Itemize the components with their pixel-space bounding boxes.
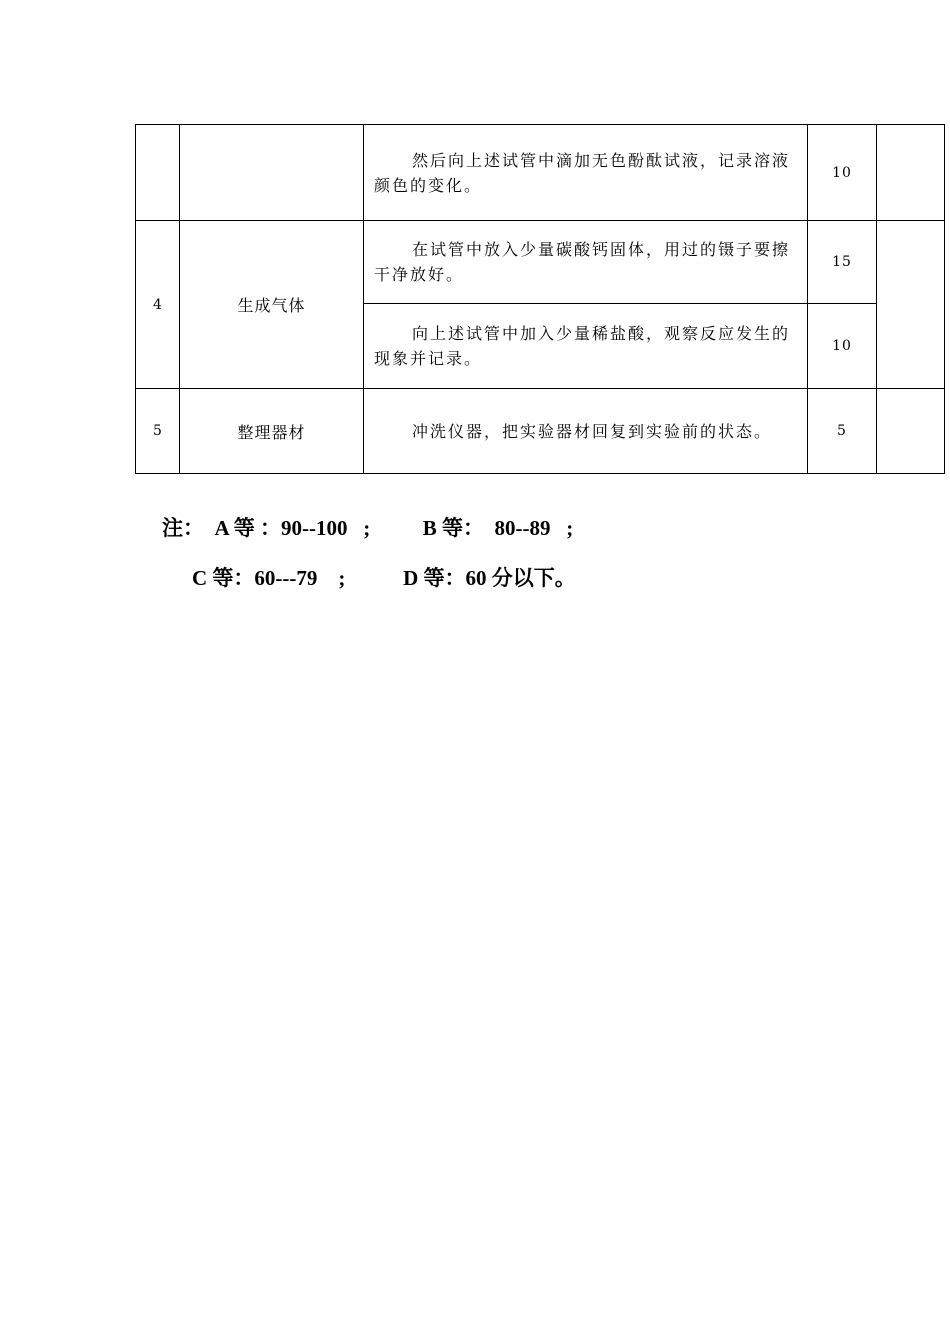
grade-note-line-1: 注： A 等 ：90--100 ; B 等： 80--89 ;: [162, 516, 574, 540]
blank-cell: [877, 125, 945, 221]
item-number: 5: [136, 389, 180, 474]
table-row: [136, 221, 945, 304]
item-description: [364, 304, 808, 389]
item-name: 整理器材: [180, 389, 364, 474]
table-row: [136, 125, 945, 221]
description-text: 冲洗仪器，把实验器材回复到实验前的状态。: [412, 421, 773, 441]
description-text: 在试管中放入少量碳酸钙固体，用过的镊子要擦干净放好。: [374, 240, 791, 284]
item-description: [364, 221, 808, 304]
item-score: 10: [808, 304, 877, 389]
grade-note-line-2: C 等：60---79 ; D 等：60 分以下。: [192, 566, 576, 590]
item-score: 5: [808, 389, 877, 474]
item-score: 10: [808, 125, 877, 221]
description-text: 向上述试管中加入少量稀盐酸，观察反应发生的现象并记录。: [374, 324, 791, 368]
item-name: 生成气体: [180, 221, 364, 389]
item-score: 15: [808, 221, 877, 304]
grading-table: [135, 124, 945, 474]
item-description: [364, 389, 808, 474]
blank-cell: [877, 221, 945, 389]
description-text: 然后向上述试管中滴加无色酚酞试液，记录溶液颜色的变化。: [374, 150, 791, 195]
blank-cell: [877, 389, 945, 474]
item-number: [136, 125, 180, 221]
item-number: 4: [136, 221, 180, 389]
item-description: [364, 125, 808, 221]
table-row: [136, 389, 945, 474]
item-name: [180, 125, 364, 221]
